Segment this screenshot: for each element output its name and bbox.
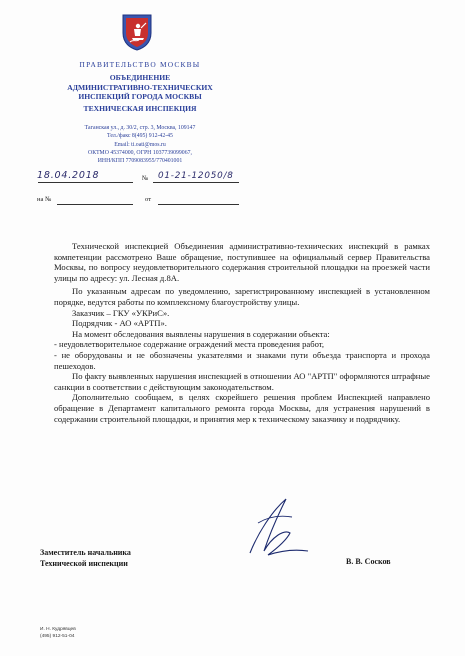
signatory-name: В. В. Сосков bbox=[346, 557, 391, 566]
paragraph-2: По указанным адресам по уведомлению, зарегистрированному инспекцией в установленном порядке, ведутся работы по комплексному благоустройству улицы. bbox=[54, 286, 430, 307]
paragraph-1: Технической инспекцией Объединения административно-технических инспекций в рамках компетенции рассмотрено Ваше обращение, поступившее на официальный сервер Правительства Москвы, по вопросу неудовлетворительного содержания строительной площадки на проезжей части улицы по адресу: ул. Лесная д.8А. bbox=[54, 241, 430, 283]
ids-line: ОКТМО 45374000, ОГРН 1037739099067, bbox=[88, 150, 192, 156]
contractor-line: Подрядчик - АО «АРТП». bbox=[72, 318, 167, 329]
moscow-coat-of-arms-icon bbox=[120, 13, 154, 51]
reference-date-underline bbox=[158, 204, 239, 205]
violation-item-2: - не оборудованы и не обозначены указателями и знаками пути объезда транспорта и прохода пешеходов. bbox=[54, 349, 430, 371]
letter-body bbox=[54, 241, 430, 424]
reference-date-label: от bbox=[145, 196, 152, 203]
registration-date: 18.04.2018 bbox=[37, 170, 100, 181]
violations-intro: На момент обследования выявлены нарушения в содержании объекта: bbox=[72, 328, 330, 339]
paragraph-3: По факту выявленных нарушения инспекцией в отношении АО "АРТП" оформляются штрафные санкции в соответствии с действующим законодательством. bbox=[54, 371, 430, 392]
violation-item-1: - неудовлетворительное содержание ограждений места проведения работ, bbox=[54, 339, 325, 350]
government-title: ПРАВИТЕЛЬСТВО МОСКВЫ bbox=[79, 60, 201, 69]
paragraph-4: Дополнительно сообщаем, в целях скорейшего решения проблем Инспекцией направлено обращение в Департамент капитального ремонта города Москвы, для устранения нарушений в содержании строительной площадки, и принятия мер к техническому заказчику и подрядчику. bbox=[54, 392, 430, 424]
reference-number-underline bbox=[57, 204, 133, 205]
executor-footer bbox=[40, 627, 76, 640]
number-label: № bbox=[142, 175, 149, 182]
date-underline bbox=[38, 182, 133, 183]
executor-name: И. Н. Кудрявцев bbox=[40, 627, 76, 632]
executor-phone: (495) 912-51-04 bbox=[40, 633, 75, 639]
address-line: Таганская ул., д. 30/2, стр. 3, Москва, 109147 bbox=[84, 125, 196, 131]
email-line: Email: ti.oati@mos.ru bbox=[114, 142, 166, 148]
handwritten-signature bbox=[228, 493, 318, 567]
phone-line: Тел./факс 8(495) 912-42-45 bbox=[107, 133, 173, 139]
reference-number-label: на № bbox=[37, 196, 52, 203]
customer-line: Заказчик – ГКУ «УКРиС». bbox=[72, 307, 170, 318]
registration-number: 01-21-12050/8 bbox=[158, 171, 234, 181]
inn-line: ИНН/КПП 7709083955/770401001 bbox=[97, 158, 183, 164]
signatory-title: Заместитель начальника Технической инспекции bbox=[40, 548, 131, 568]
organization-name: ОБЪЕДИНЕНИЕ АДМИНИСТРАТИВНО-ТЕХНИЧЕСКИХ ИНСПЕКЦИЙ ГОРОДА МОСКВЫ bbox=[67, 73, 213, 102]
number-underline bbox=[153, 182, 239, 183]
department-name: ТЕХНИЧЕСКАЯ ИНСПЕКЦИЯ bbox=[83, 104, 197, 113]
